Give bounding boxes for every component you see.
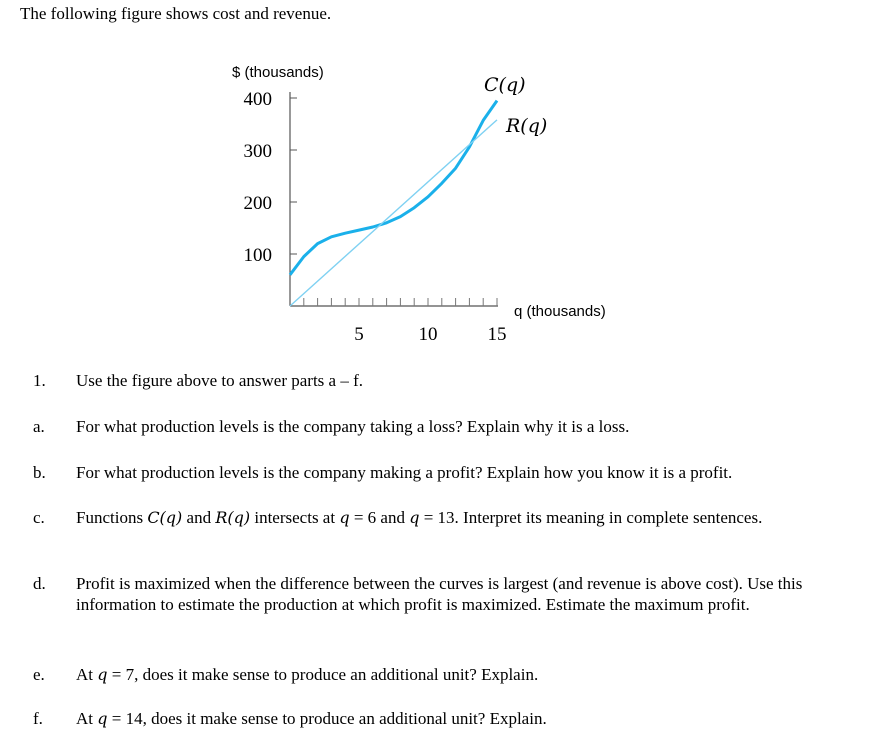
- question-number: d.: [33, 574, 46, 593]
- question-text: [76, 664, 846, 685]
- x-tick-label: 15: [487, 324, 507, 345]
- y-tick-label: 200: [243, 193, 272, 214]
- question-number: f.: [33, 709, 43, 728]
- x-tick-label: 5: [354, 324, 364, 345]
- question-number: b.: [33, 463, 46, 482]
- intro-text: The following figure shows cost and revenue.: [20, 4, 332, 23]
- math-symbol: q: [97, 665, 108, 684]
- revenue-line: [290, 120, 497, 306]
- x-axis-label: q (thousands): [514, 303, 606, 320]
- math-symbol: q: [409, 508, 420, 527]
- text-segment: = 6 and: [349, 508, 410, 527]
- question-number: 1.: [33, 371, 46, 390]
- question-text: Use the figure above to answer parts a – f.: [76, 371, 364, 390]
- math-symbol: C(q): [147, 508, 183, 527]
- question-number: a.: [33, 417, 45, 436]
- cost-curve: [290, 101, 497, 275]
- text-segment: intersects at: [250, 508, 340, 527]
- question-text: [76, 507, 846, 528]
- question-number: e.: [33, 665, 45, 684]
- y-tick-label: 100: [243, 245, 272, 266]
- text-segment: At: [76, 665, 98, 684]
- text-segment: Functions: [76, 508, 148, 527]
- y-axis-label: $ (thousands): [232, 64, 324, 81]
- text-segment: = 13. Interpret its meaning in complete sentences.: [419, 508, 763, 527]
- text-segment: At: [76, 709, 98, 728]
- revenue-line-label: R(q): [506, 115, 548, 137]
- text-segment: = 7, does it make sense to produce an additional unit? Explain.: [107, 665, 539, 684]
- x-tick-label: 10: [418, 324, 438, 345]
- y-tick-label: 300: [243, 141, 272, 162]
- math-symbol: q: [97, 709, 108, 728]
- cost-revenue-chart: [0, 0, 880, 360]
- cost-curve-label: C(q): [484, 74, 526, 96]
- math-symbol: q: [339, 508, 350, 527]
- math-symbol: R(q): [215, 508, 251, 527]
- question-text: For what production levels is the company taking a loss? Explain why it is a loss.: [76, 417, 630, 436]
- text-segment: = 14, does it make sense to produce an additional unit? Explain.: [107, 709, 547, 728]
- question-number: c.: [33, 508, 45, 527]
- question-text: Profit is maximized when the difference between the curves is largest (and revenue is above cost). Use this information to estimate the production at which profit is maximized. Estimate the maximum profit.: [76, 574, 803, 614]
- question-text: [76, 708, 846, 729]
- y-tick-label: 400: [243, 89, 272, 110]
- question-text: For what production levels is the company making a profit? Explain how you know it is a profit.: [76, 463, 733, 482]
- text-segment: and: [182, 508, 216, 527]
